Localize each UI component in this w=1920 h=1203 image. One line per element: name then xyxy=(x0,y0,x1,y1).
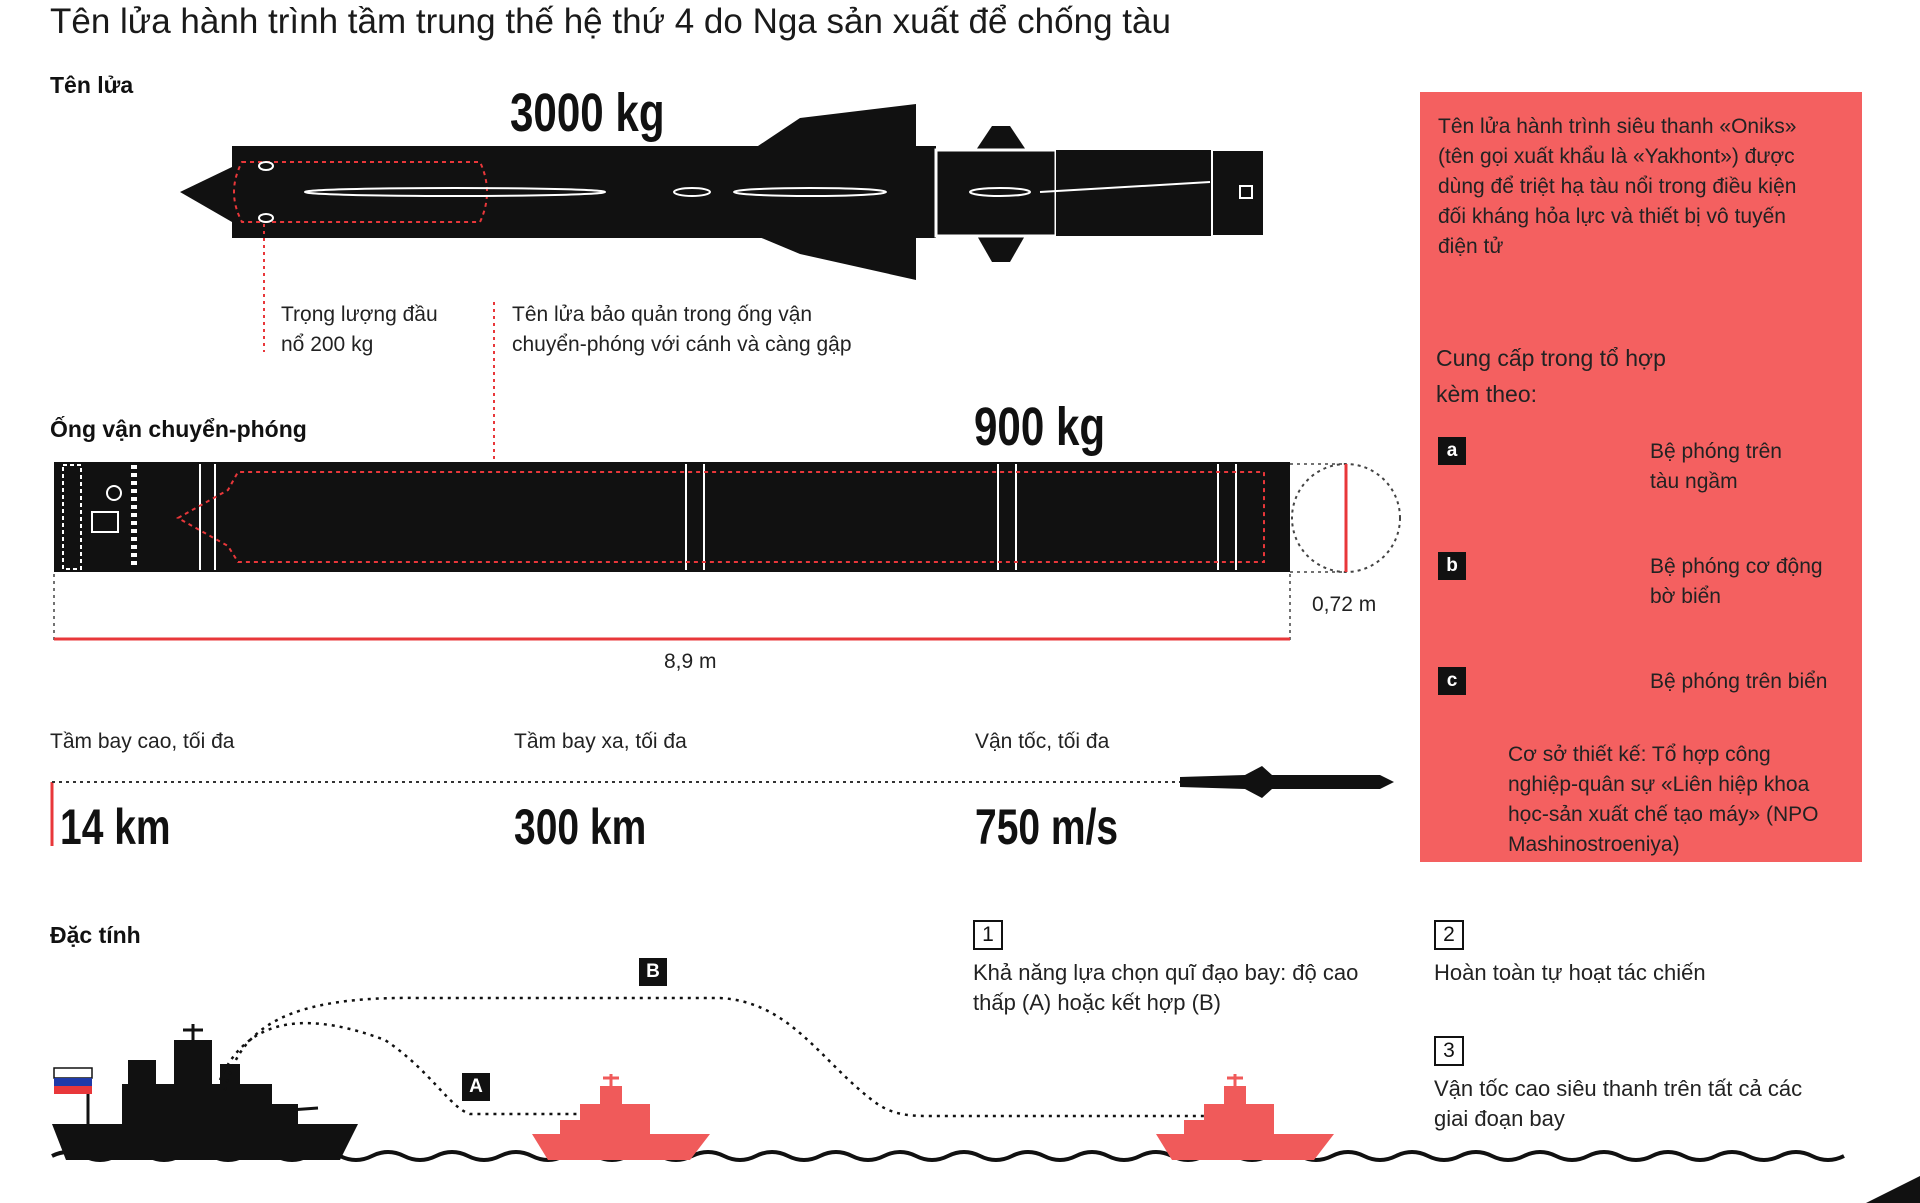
target-ship-2 xyxy=(1156,1074,1334,1160)
canister-length: 8,9 m xyxy=(664,650,717,673)
stat-label-speed: Vận tốc, tối đa xyxy=(975,730,1110,753)
features-section-label: Đặc tính xyxy=(50,922,141,948)
stat-value-range: 300 km xyxy=(514,799,647,855)
option-badge-a: a xyxy=(1438,437,1466,465)
feature-1-number: 1 xyxy=(973,920,1003,950)
feature-2-text: Hoàn toàn tự hoạt tác chiến xyxy=(1434,960,1706,985)
launch-ship xyxy=(52,1024,358,1160)
trajectory-b-badge: B xyxy=(639,958,667,986)
option-a-text: Bệ phóng trên tàu ngầm xyxy=(1650,440,1782,493)
stat-label-range: Tầm bay xa, tối đa xyxy=(514,730,687,753)
canister-section-label: Ống vận chuyển-phóng xyxy=(50,416,307,442)
missile-section-label: Tên lửa xyxy=(50,72,134,98)
stat-value-altitude: 14 km xyxy=(60,799,171,855)
warhead-note: Trọng lượng đầu nổ 200 kg xyxy=(281,303,438,356)
canister-weight: 900 kg xyxy=(974,397,1106,457)
feature-2-number: 2 xyxy=(1434,920,1464,950)
missile-weight: 3000 kg xyxy=(510,83,665,143)
option-c-text: Bệ phóng trên biển xyxy=(1650,670,1828,693)
panel-description: Tên lửa hành trình siêu thanh «Oniks» (tên gọi xuất khẩu là «Yakhont») được dùng để triệt hạ tàu nổi trong điều kiện đối kháng hỏa lực và thiết bị vô tuyến điện tử xyxy=(1438,115,1797,258)
page-title: Tên lửa hành trình tầm trung thế hệ thứ 4 do Nga sản xuất để chống tàu xyxy=(50,2,1171,41)
canister-diameter: 0,72 m xyxy=(1312,593,1377,616)
option-badge-c: c xyxy=(1438,667,1466,695)
target-ship-1 xyxy=(532,1074,710,1160)
feature-3-number: 3 xyxy=(1434,1036,1464,1066)
small-missile-icon xyxy=(1180,766,1394,798)
panel-supply-heading: Cung cấp trong tổ hợp kèm theo: xyxy=(1436,345,1666,407)
option-b-text: Bệ phóng cơ động bờ biển xyxy=(1650,555,1823,608)
stats-graphic xyxy=(52,766,1394,846)
option-badge-b: b xyxy=(1438,552,1466,580)
stat-label-altitude: Tầm bay cao, tối đa xyxy=(50,730,235,753)
canister-illustration xyxy=(54,462,1400,640)
trajectory-a-badge: A xyxy=(462,1073,490,1101)
feature-1-text: Khả năng lựa chọn quĩ đạo bay: độ cao thấp (A) hoặc kết hợp (B) xyxy=(973,960,1359,1015)
storage-note: Tên lửa bảo quản trong ống vận chuyển-phóng với cánh và càng gập xyxy=(512,303,852,356)
feature-3-text: Vận tốc cao siêu thanh trên tất cả các giai đoạn bay xyxy=(1434,1076,1803,1131)
stat-value-speed: 750 m/s xyxy=(975,799,1119,855)
panel-design-note: Cơ sở thiết kế: Tổ hợp công nghiệp-quân sự «Liên hiệp khoa học-sản xuất chế tạo máy» (NPO Mashinostroeniya) xyxy=(1508,743,1819,856)
